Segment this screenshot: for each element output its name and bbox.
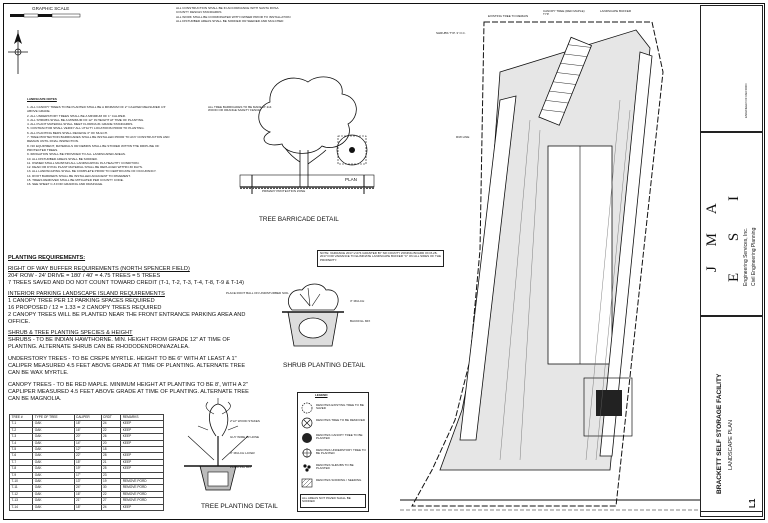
schedule-cell: OAK [33, 447, 74, 453]
schedule-cell: T-10 [10, 479, 33, 485]
schedule-cell: T-9 [10, 472, 33, 478]
planting-heading: PLANTING REQUIREMENTS: [8, 255, 86, 261]
schedule-cell: OAK [33, 459, 74, 465]
understory-line-1: UNDERSTORY TREES - TO BE CREPE MYRTLE. HEIGHT TO BE 6" WITH AT LEAST A 1" [8, 356, 237, 362]
legend-item-label: DENOTES SHRUBS TO BE PLANTED [316, 463, 354, 471]
tree-callout-1: 2"x2" WOOD STAKES [230, 419, 260, 423]
schedule-cell: 19" [74, 466, 101, 472]
schedule-cell: T-5 [10, 447, 33, 453]
schedule-cell: OAK [33, 440, 74, 446]
schedule-header: REMARKS [121, 415, 164, 421]
schedule-cell: OAK [33, 434, 74, 440]
schedule-cell: 22" [74, 453, 101, 459]
schedule-cell: 15" [74, 459, 101, 465]
schedule-cell: 24" [74, 485, 101, 491]
legend-title: LEGEND [315, 393, 328, 397]
legend-item-label: DENOTES UNDERSTORY TREE TO BE PLANTED [316, 448, 366, 456]
shrub-line-1: SHRUBS - TO BE INDIAN HAWTHORNE. MIN. HEIGHT FROM GRADE 12" AT TIME OF [8, 337, 231, 343]
title-block-cert [700, 5, 763, 132]
schedule-cell: 12" [74, 447, 101, 453]
schedule-cell: KEEP [121, 421, 164, 427]
schedule-cell: 22 [101, 491, 121, 497]
schedule-cell: OAK [33, 466, 74, 472]
firm-sub-2: Civil Engineering Planning [751, 227, 757, 286]
schedule-cell: 14" [74, 440, 101, 446]
shrub-callout-2: 3" MULCH [350, 299, 365, 303]
schedule-cell: T-2 [10, 427, 33, 433]
island-line-3: 2 CANOPY TREES WILL BE PLANTED NEAR THE FRONT ENTRANCE PARKING AREA AND [8, 312, 246, 318]
row-buffer-line-1: 204' ROW - 24' DRIVE = 180' / 40' = 4.75 TREES = 5 TREES [8, 273, 161, 279]
schedule-cell: T-3 [10, 434, 33, 440]
schedule-cell: T-1 [10, 421, 33, 427]
schedule-cell: T-13 [10, 498, 33, 504]
schedule-cell: T-7 [10, 459, 33, 465]
schedule-cell: 18" [74, 421, 101, 427]
schedule-cell: OAK [33, 485, 74, 491]
schedule-header: CALIPER [74, 415, 101, 421]
firm-logo-big: J M A [704, 195, 720, 272]
project-box [700, 316, 763, 512]
shrub-detail-title: SHRUB PLANTING DETAIL [283, 362, 366, 369]
schedule-cell: T-11 [10, 485, 33, 491]
schedule-cell: T-6 [10, 453, 33, 459]
island-heading: INTERIOR PARKING LANDSCAPE ISLAND REQUIREMENTS [8, 291, 165, 297]
site-callout-5: R/W LINE [456, 135, 470, 139]
schedule-cell: OAK [33, 491, 74, 497]
schedule-cell: OAK [33, 472, 74, 478]
schedule-cell: KEEP [121, 453, 164, 459]
schedule-cell: T-8 [10, 466, 33, 472]
island-line-1: 1 CANOPY TREE PER 12 PARKING SPACES REQUIRED [8, 298, 155, 304]
project-name: BRACKETT SELF STORAGE FACILITY [716, 373, 723, 494]
row-buffer-line-2: 7 TREES SAVED AND DO NOT COUNT TOWARD CREDIT (T-1, T-2, T-3, T-4, T-8, T-9 & T-14) [8, 280, 244, 286]
graphic-scale-label: GRAPHIC SCALE [32, 6, 70, 11]
schedule-cell: KEEP [121, 466, 164, 472]
schedule-cell: REMOVE PORD [121, 485, 164, 491]
schedule-cell: OAK [33, 498, 74, 504]
schedule-cell: 16" [74, 427, 101, 433]
island-line-4: OFFICE. [8, 319, 31, 325]
schedule-cell: REMOVE PORD [121, 498, 164, 504]
schedule-cell: KEEP [121, 504, 164, 510]
schedule-cell: OAK [33, 427, 74, 433]
schedule-cell: OAK [33, 479, 74, 485]
schedule-cell: OAK [33, 453, 74, 459]
schedule-cell: 20" [74, 434, 101, 440]
schedule-cell: 24 [101, 421, 121, 427]
schedule-cell: 23 [101, 472, 121, 478]
canopy-line-1: CANOPY TREES - TO BE RED MAPLE. MINIMUM HEIGHT AT PLANTING TO BE 8', WITH A 2" [8, 382, 248, 388]
barricade-plan-label: PLAN [345, 177, 358, 182]
shrub-callout-3: BACKFILL MIX [350, 319, 371, 323]
cert-text: ENGINEER OF RECORD [744, 83, 748, 118]
tree-callout-2: GUY WIRE W/ HOSE [230, 435, 259, 439]
shrub-callout-1: PLACE ROOT BALL ON UNDISTURBED SOIL [226, 291, 289, 295]
barricade-dim: PRIMARY PROTECTION ZONE [262, 189, 306, 193]
schedule-cell: REMOVE PORD [121, 479, 164, 485]
site-callout-4: SHRUBS TYP. 3' O.C. [436, 31, 466, 35]
schedule-cell: OAK [33, 421, 74, 427]
understory-line-2: CALIPER MEASURED 4.5 FEET ABOVE GRADE AT TIME OF PLANTING. ALTERNATE TREE [8, 363, 246, 369]
landscape-notes-body: 1. ALL CANOPY TREES TO BE PLANTED SHALL BE A MINIMUM OF 2" CALIPER MEASURED 4.5' ABOVE GRADE. 2. ALL UNDERSTORY TREES SHALL BE A MINIMUM OF 1" CALIPER. 3. ALL SHRUBS SHALL BE A MINIMUM OF 12" IN HEIGHT AT TIME OF PLANTING. 4. ALL PLANT MATERIAL SHALL MEET FLORIDA #1 GRADE STANDARDS. 5. CONTRACTOR SHALL VERIFY ALL UTILITY LOCATIONS PRIOR TO PLANTING. 6. ALL PLANTING BEDS SHALL RECEIVE 3" OF MULCH. 7. TREE PROTECTION BARRICADES SHALL BE INSTALLED PRIOR TO ANY CONSTRUCTION AND REMAIN UNTIL FINAL INSPECTION. 8. NO EQUIPMENT, MATERIALS OR DEBRIS SHALL BE STORED WITHIN THE DRIPLINE OF PROTECTED TREES. 9. IRRIGATION SHALL BE PROVIDED TO ALL LANDSCAPED AREAS. 10. ALL DISTURBED AREAS SHALL BE SODDED. 11. OWNER SHALL MAINTAIN ALL LANDSCAPING IN A HEALTHY CONDITION. 12. DEAD OR DYING PLANT MATERIAL SHALL BE REPLACED WITHIN 30 DAYS. 13. ALL LANDSCAPING SHALL BE COMPLETE PRIOR TO CERTIFICATE OF OCCUPANCY. 14. ROOT BARRIERS SHALL BE INSTALLED ADJACENT TO PAVEMENT. 15. TREES REMOVED SHALL BE MITIGATED PER COUNTY CODE. 16. SEE SHEET C-3 FOR GRADING AND DRAINAGE. [27, 105, 170, 187]
schedule-cell: 27 [101, 498, 121, 504]
schedule-cell: T-4 [10, 440, 33, 446]
schedule-cell: 25 [101, 466, 121, 472]
schedule-cell: 19 [101, 479, 121, 485]
shrub-line-2: PLANTING. ALTERNATE SHRUB CAN BE RHODODENDRON/AZALEA. [8, 344, 190, 350]
site-callout-3: LANDSCAPE BUFFER [600, 9, 632, 13]
schedule-cell: 26 [101, 434, 121, 440]
schedule-cell: KEEP [121, 440, 164, 446]
tree-planting-title: TREE PLANTING DETAIL [201, 503, 278, 510]
office-building [596, 390, 622, 416]
sheet-title: LANDSCAPE PLAN [728, 419, 734, 470]
schedule-cell: 16" [74, 491, 101, 497]
schedule-cell: KEEP [121, 427, 164, 433]
schedule-cell: T-12 [10, 491, 33, 497]
schedule-header: CRDT [101, 415, 121, 421]
schedule-cell: 18" [74, 504, 101, 510]
schedule-header: TREE # [10, 415, 33, 421]
schedule-cell: 28 [101, 453, 121, 459]
schedule-cell: 24 [101, 504, 121, 510]
site-callout-2: CANOPY TREE (RED MAPLE) TYP. [543, 9, 585, 17]
landscape-notes-title: LANDSCAPE NOTES [27, 97, 57, 101]
schedule-cell: OAK [33, 504, 74, 510]
schedule-cell: 20 [101, 440, 121, 446]
top-notes: ALL CONSTRUCTION SHALL BE IN ACCORDANCE WITH SANTA ROSA COUNTY DESIGN STANDARDS ALL WORK SHALL BE COORDINATED WITH OWNER PRIOR TO INSTALLATION ALL DISTURBED AREAS SHALL BE SODDED OR SEEDED AND MULCHED [176, 6, 291, 23]
tree-callout-4: PLANTING MIX [230, 465, 252, 469]
row-buffer-heading: RIGHT OF WAY BUFFER REQUIREMENTS (NORTH SPENCER FIELD) [8, 266, 190, 272]
canopy-line-3: CAN BE MAGNOLIA. [8, 396, 62, 402]
firm-sub-1: Engineering Services, Inc. [743, 227, 749, 286]
legend-item-label: DENOTES EXISTING TREE TO BE SAVED [316, 403, 364, 411]
schedule-cell: 22 [101, 427, 121, 433]
legend-footer: ALL AREAS NOT PAVED SHALL BE SODDED [302, 496, 351, 504]
tree-callout-3: 3" MULCH LAYER [230, 451, 255, 455]
island-line-2: 16 PROPOSED / 12 = 1.33 = 2 CANOPY TREES REQUIRED [8, 305, 162, 311]
schedule-cell: KEEP [121, 459, 164, 465]
schedule-cell: 21 [101, 459, 121, 465]
site-callout-1: EXISTING TREE TO REMAIN [488, 14, 529, 18]
schedule-header: TYPE OF TREE [33, 415, 74, 421]
schedule-cell: 17" [74, 472, 101, 478]
schedule-cell: 21" [74, 498, 101, 504]
schedule-cell: 13" [74, 479, 101, 485]
sheet-number: L1 [748, 498, 757, 508]
schedule-cell: T-14 [10, 504, 33, 510]
tree-barricade-title: TREE BARRICADE DETAIL [259, 216, 339, 223]
schedule-cell: KEEP [121, 434, 164, 440]
firm-logo-letters: E S I [726, 182, 742, 282]
shrub-heading: SHRUB & TREE PLANTING SPECIES & HEIGHT [8, 330, 133, 336]
schedule-cell: 18 [101, 447, 121, 453]
schedule-cell: REMOVE PORD [121, 491, 164, 497]
barricade-callout: ALL TREE BARRICADES TO BE MADE AT 2x4 WOOD OR ORANGE SAFETY FENCE [208, 105, 272, 113]
legend-item-label: DENOTES CANOPY TREE TO BE PLANTED [316, 433, 363, 441]
legend-item-label: DENOTES TREE TO BE REMOVED [316, 418, 366, 422]
variance-note: NOTE: VARIANCE 2017-V-074 GRANTED BY SR COUNTY ZONING BOARD ON 8-28-2017 FOR VARIANCE TO ELIMINATE LANDSCAPE BUFFER "C" ON ALL SIDES OF THE PROPERTY. [320, 251, 441, 262]
legend-item-label: DENOTES SODDING / SEEDING [316, 478, 362, 482]
understory-line-3: CAN BE WAX MYRTLE. [8, 370, 69, 376]
schedule-cell: 30 [101, 485, 121, 491]
canopy-line-2: CAPLIPER MEASURED 4.5 FEET ABOVE GRADE AT TIME OF PLANTING. ALTERNATE TREE [8, 389, 249, 395]
